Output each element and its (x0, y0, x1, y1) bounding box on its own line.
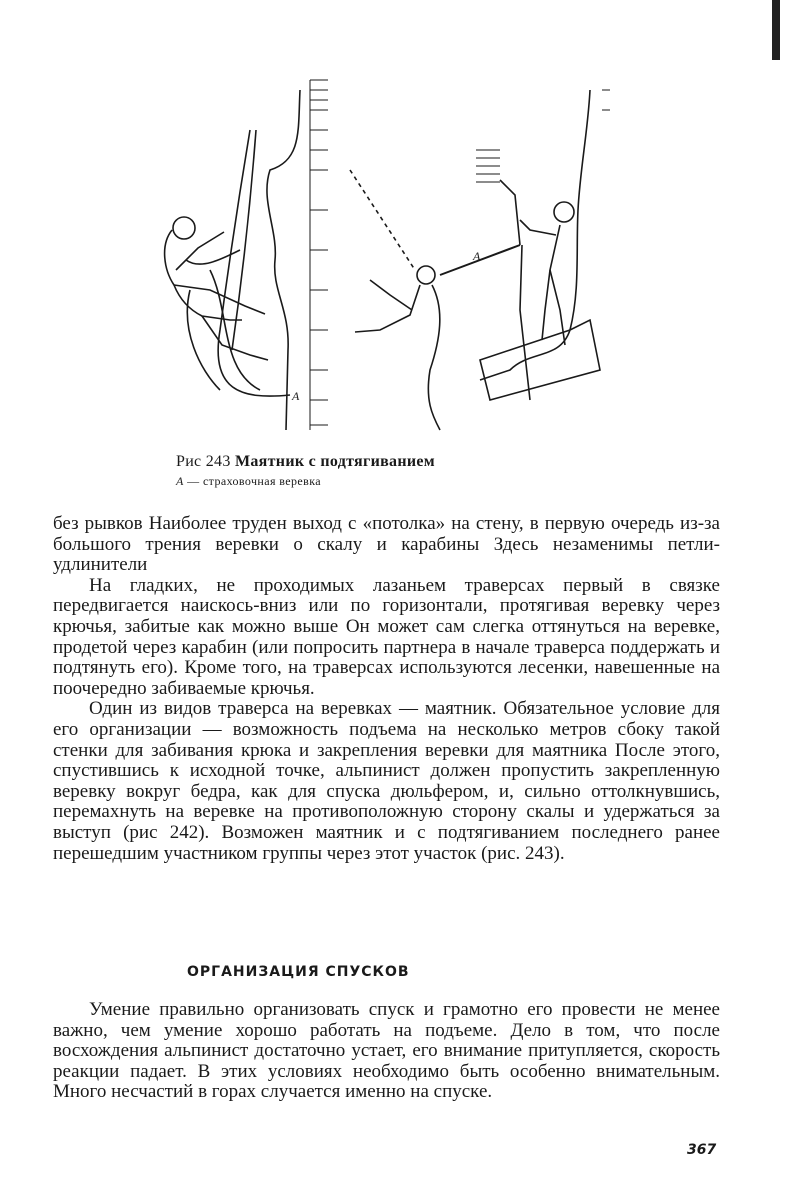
body-text-bottom (53, 1000, 720, 1103)
page-number: 367 (687, 1142, 717, 1158)
illustration-pendulum-traverse (150, 70, 610, 440)
caption-title: Маятник с подтягиванием (234, 453, 435, 470)
page-edge-mark (772, 0, 780, 60)
paragraph: Умение правильно организовать спуск и грамотно его провести не менее важно, чем умение хорошо работать на подъеме. Дело в том, что после восхождения альпинист достаточно устает, его внимание притупляется, скорость реакции падает. В этих условиях необходимо быть особенно внимательным. Много несчастий в горах случается именно на спуске. (53, 999, 720, 1103)
body-text-top (53, 514, 720, 864)
paragraph: без рывков Наиболее труден выход с «потолка» на стену, в первую очередь из-за большого трения веревки о скалу и карабины Здесь незаменимы петли-удлинители (53, 513, 720, 576)
paragraph: Один из видов траверса на веревках — маятник. Обязательное условие для его организации — возможность подъема на несколько метров сбоку такой стенки для забивания крюка и закрепления веревки для маятника После этого, спустившись к исходной точке, альпинист должен пропустить закрепленную веревку вокруг бедра, как для спуска дюльфером, и, сильно оттолкнувшись, перемахнуть на веревке на противоположную сторону скалы и удержаться за выступ (рис 242). Возможен маятник и с подтягиванием последнего ранее перешедшим участником группы через этот участок (рис. 243). (53, 698, 720, 864)
figure-label-a-right: A (473, 249, 481, 263)
section-heading: ОРГАНИЗАЦИЯ СПУСКОВ (187, 964, 410, 980)
paragraph: На гладких, не проходимых лазаньем траверсах первый в связке передвигается наискось-вниз или по горизонтали, протягивая веревку через крючья, забитые как можно выше Он может сам слегка оттянуться на веревке, продетой через карабин (или попросить партнера в начале траверса поддержать и подтянуть его). Кроме того, на траверсах используются лесенки, навешенные на поочередно забиваемые крючья. (53, 574, 720, 699)
legend-text: — страховочная веревка (187, 474, 321, 488)
figure-caption (176, 452, 435, 472)
legend-letter: А (176, 474, 184, 488)
figure-legend (176, 473, 321, 489)
figure-label-a-left: A (292, 389, 300, 403)
caption-prefix: Рис 243 (176, 453, 231, 470)
